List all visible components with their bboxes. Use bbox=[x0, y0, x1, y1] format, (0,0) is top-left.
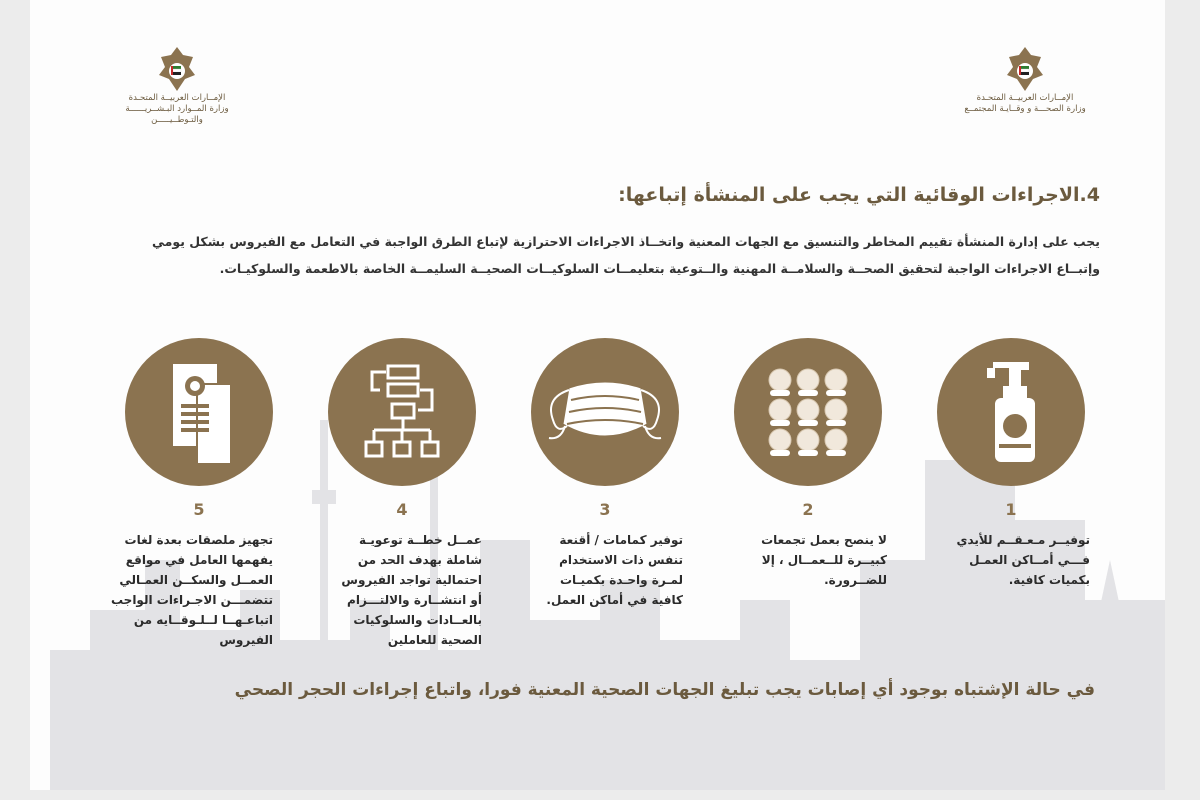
measure-1-circle bbox=[937, 338, 1085, 486]
desc-line: احتمالية تواجد الفيروس bbox=[341, 573, 482, 587]
document-page bbox=[30, 0, 1165, 790]
hand-sanitizer-icon bbox=[937, 338, 1085, 486]
intro-line: يجب على إدارة المنشأة تقييم المخاطر والتنسيق مع الجهات المعنية واتخــاذ الاجراءات الاحترازية لإتباع الطرق الواجبة في التعامل مع الفيروس بشكل يومي bbox=[152, 234, 1100, 249]
desc-line: تجهيز ملصقات بعدة لغات bbox=[124, 533, 273, 547]
desc-line: أو انتشــارة والالتـــزام bbox=[347, 593, 482, 607]
face-mask-icon bbox=[531, 338, 679, 486]
measure-2-description bbox=[722, 530, 887, 590]
desc-line: عمــل خطــة توعويـة bbox=[359, 533, 482, 547]
desc-line: لمـرة واحـدة بكميـات bbox=[560, 573, 683, 587]
desc-line: للضــرورة. bbox=[824, 573, 887, 587]
measure-5-description bbox=[108, 530, 273, 650]
desc-line: كافية في أماكن العمل. bbox=[546, 593, 683, 607]
measure-3-circle bbox=[531, 338, 679, 486]
desc-line: بالعــادات والسلوكيات bbox=[353, 613, 482, 627]
desc-line: شاملة بهدف الحد من bbox=[357, 553, 482, 567]
desc-line: توفيــر مـعـقــم للأيدي bbox=[956, 533, 1090, 547]
desc-line: العمــل والسكــن العمـالي bbox=[119, 573, 273, 587]
measure-5-circle bbox=[125, 338, 273, 486]
desc-line: اتباعـهــا لــلـوقــايه من bbox=[133, 613, 273, 627]
desc-line: بكميات كافية. bbox=[1008, 573, 1090, 587]
logo-line: وزارة المــوارد البـشــريــــــة bbox=[125, 104, 229, 114]
desc-line: تتضمـــن الاجـراءات الواجب bbox=[110, 593, 273, 607]
uae-emblem-icon bbox=[1005, 45, 1045, 93]
ministry-health-logo bbox=[950, 45, 1100, 115]
measure-4-number: 4 bbox=[396, 500, 408, 519]
ministry-hr-logo bbox=[102, 45, 252, 126]
intro-line: وإتبــاع الاجراءات الواجبة لتحقيق الصحــة والسلامــة المهنية والــتوعية بتعليمــات السلوكيــات الصحيــة السليمــة الخاصة بالاطعمة والسلوكيـات. bbox=[219, 261, 1100, 276]
desc-line: يفهمها العامل في مواقع bbox=[125, 553, 273, 567]
desc-line: لا ينصح بعمل تجمعات bbox=[761, 533, 887, 547]
measure-4-description bbox=[317, 530, 482, 650]
section-heading: 4.الاجراءات الوقائية التي يجب على المنشأة إتباعها: bbox=[618, 184, 1100, 206]
measure-1-number: 1 bbox=[1005, 500, 1017, 519]
flowchart-icon bbox=[328, 338, 476, 486]
footer-note: في حالة الإشتباه بوجود أي إصابات يجب تبليغ الجهات الصحية المعنية فورا، واتباع إجراءات الحجر الصحي bbox=[234, 680, 1095, 700]
measure-3-description bbox=[518, 530, 683, 610]
desc-line: الصحية للعاملين bbox=[387, 633, 482, 647]
logo-line: الإمــارات العربيــة المتحـدة bbox=[128, 93, 226, 103]
measure-5-number: 5 bbox=[193, 500, 205, 519]
measure-1-description bbox=[925, 530, 1090, 590]
crowd-icon bbox=[734, 338, 882, 486]
desc-line: الفيروس bbox=[219, 633, 273, 647]
desc-line: تنفس ذات الاستخدام bbox=[559, 553, 683, 567]
intro-paragraph bbox=[152, 228, 1100, 282]
logo-line: والتـوطــيـــــن bbox=[151, 115, 203, 125]
logo-line: وزارة الصحـــة و وقــايـة المجتمــع bbox=[964, 104, 1086, 114]
poster-icon bbox=[125, 338, 273, 486]
desc-line: فـــي أمــاكن العمـل bbox=[969, 553, 1090, 567]
measure-3-number: 3 bbox=[599, 500, 611, 519]
measure-4-circle bbox=[328, 338, 476, 486]
measure-2-circle bbox=[734, 338, 882, 486]
desc-line: كبيــرة للــعمــال ، إلا bbox=[761, 553, 887, 567]
uae-emblem-icon bbox=[157, 45, 197, 93]
measure-2-number: 2 bbox=[802, 500, 814, 519]
desc-line: توفير كمامات / أقنعة bbox=[559, 533, 683, 547]
logo-line: الإمــارات العربيــة المتحـدة bbox=[976, 93, 1074, 103]
